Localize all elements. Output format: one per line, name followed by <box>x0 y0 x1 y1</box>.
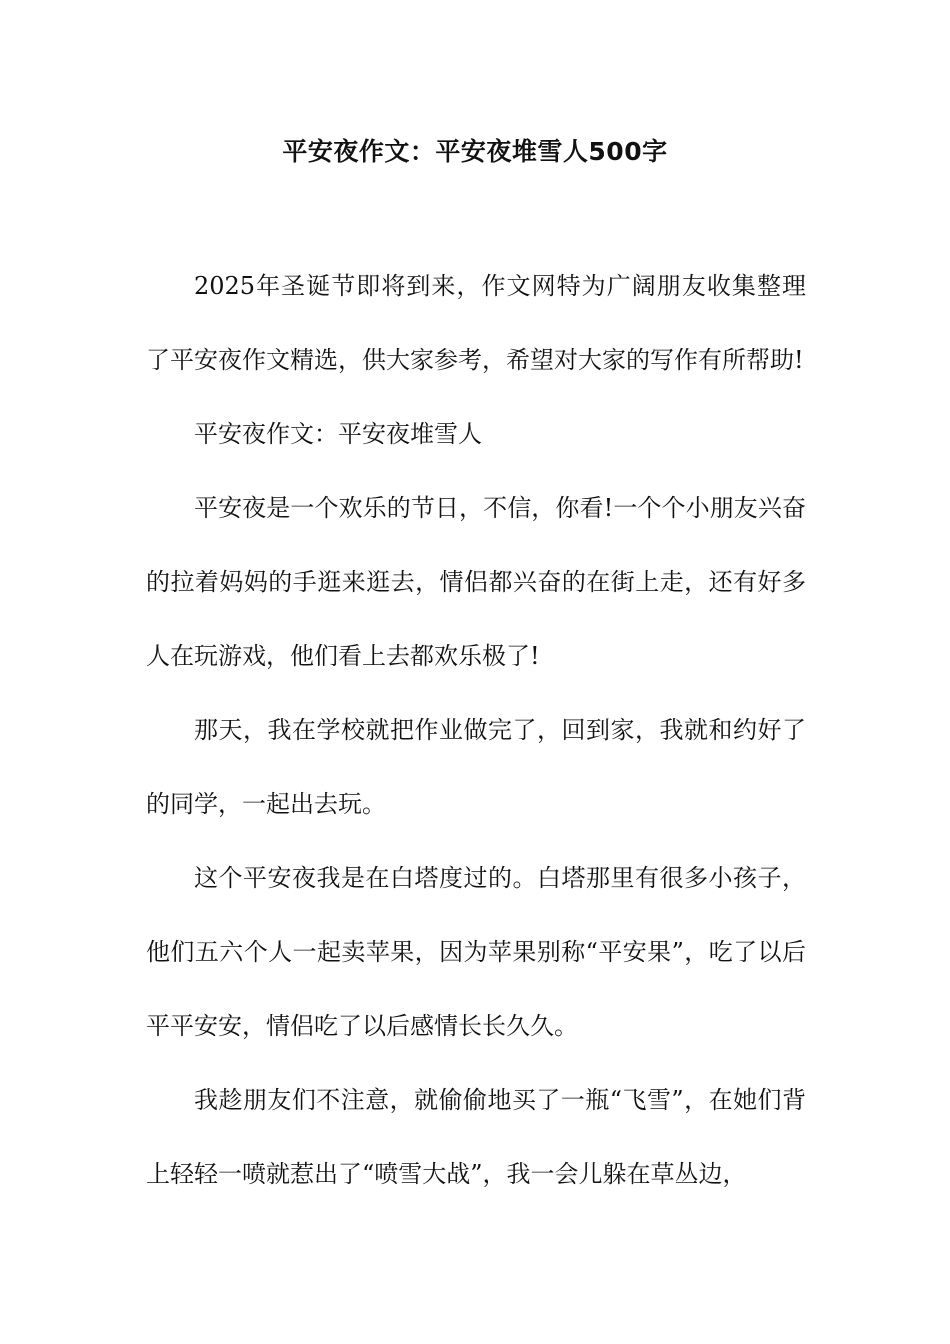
paragraph-subtitle: 平安夜作文：平安夜堆雪人 <box>194 420 482 448</box>
paragraph-white-tower: 这个平安夜我是在白塔度过的。白塔那里有很多小孩子，他们五六个人一起卖苹果，因为苹果别称“平安果”，吃了以后平平安安，情侣吃了以后感情长长久久。 <box>146 864 806 1040</box>
paragraph-snow-spray: 我趁朋友们不注意，就偷偷地买了一瓶“飞雪”，在她们背上轻轻一喷就惹出了“喷雪大战”，我一会儿躲在草丛边， <box>146 1086 806 1188</box>
document-title: 平安夜作文：平安夜堆雪人500字 <box>282 137 668 166</box>
document-body <box>146 249 806 1211</box>
paragraph-intro: 2025年圣诞节即将到来，作文网特为广阔朋友收集整理了平安夜作文精选，供大家参考，希望对大家的写作有所帮助! <box>146 272 806 374</box>
paragraph-festival: 平安夜是一个欢乐的节日，不信，你看!一个个小朋友兴奋的拉着妈妈的手逛来逛去，情侣都兴奋的在街上走，还有好多人在玩游戏，他们看上去都欢乐极了! <box>146 494 806 670</box>
paragraph-homework: 那天，我在学校就把作业做完了，回到家，我就和约好了的同学，一起出去玩。 <box>146 716 806 818</box>
